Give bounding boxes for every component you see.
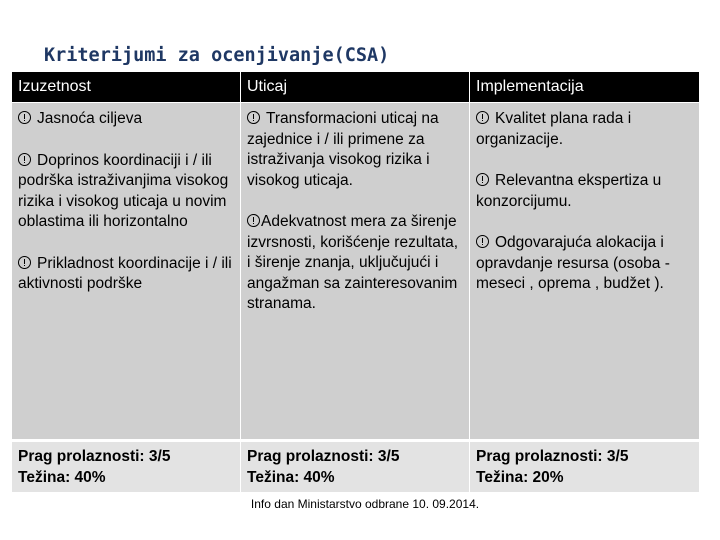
column-header-uticaj: Uticaj: [241, 72, 470, 102]
threshold-cell-uticaj: [241, 439, 470, 492]
threshold-text: Prag prolaznosti: 3/5: [476, 448, 629, 465]
criterion-text: Transformacioni uticaj na zajednice i / ili primene za istraživanja visokog rizika i visokog uticaja.: [247, 110, 439, 189]
criterion-item: [476, 233, 693, 295]
uticaj-cell: [241, 102, 470, 439]
criterion-item: [18, 254, 234, 295]
criterion-text: Doprinos koordinaciji i / ili podrška istraživanjima visokog rizika i visokog uticaja u novim oblastima ili horizontalno: [18, 151, 229, 230]
criterion-text: Prikladnost koordinacije i / ili aktivnosti podrške: [18, 254, 232, 292]
threshold-text: Prag prolaznosti: 3/5: [18, 448, 171, 465]
exclamation-circle-icon: [18, 111, 31, 124]
threshold-row: [12, 439, 699, 492]
exclamation-circle-icon: [18, 256, 31, 269]
weight-text: Težina: 40%: [247, 469, 335, 486]
exclamation-circle-icon: [476, 235, 489, 248]
implementacija-cell: [470, 102, 699, 439]
weight-text: Težina: 40%: [18, 469, 106, 486]
threshold-cell-izuzetnost: [12, 439, 241, 492]
criterion-text: Kvalitet plana rada i organizacije.: [476, 110, 632, 148]
exclamation-circle-icon: [18, 153, 31, 166]
exclamation-circle-icon: [476, 173, 489, 186]
criteria-table: [12, 72, 699, 492]
criterion-text: Jasnoća ciljeva: [37, 110, 143, 127]
criterion-item: [18, 151, 234, 233]
threshold-cell-implementacija: [470, 439, 699, 492]
column-header-izuzetnost: Izuzetnost: [12, 72, 241, 102]
izuzetnost-cell: [12, 102, 241, 439]
criterion-text: Odgovarajuća alokacija i opravdanje resursa (osoba - meseci , oprema , budžet ).: [476, 234, 670, 292]
criterion-item: [247, 109, 463, 191]
criterion-text: Relevantna ekspertiza u konzorcijumu.: [476, 172, 662, 210]
exclamation-circle-icon: [476, 111, 489, 124]
criteria-row: [12, 102, 699, 439]
threshold-text: Prag prolaznosti: 3/5: [247, 448, 400, 465]
criterion-item: [476, 109, 693, 150]
criterion-item: [247, 212, 463, 315]
slide-title: Kriterijumi za ocenjivanje(CSA): [44, 45, 390, 66]
exclamation-circle-icon: [247, 214, 260, 227]
table-header-row: [12, 72, 699, 102]
criterion-text: Adekvatnost mera za širenje izvrsnosti, korišćenje rezultata, i širenje znanja, uključujući i angažman sa zainteresovanim stranama.: [247, 213, 459, 312]
criterion-item: [18, 109, 234, 130]
weight-text: Težina: 20%: [476, 469, 564, 486]
slide-footnote: Info dan Ministarstvo odbrane 10. 09.2014.: [250, 497, 480, 511]
column-header-implementacija: Implementacija: [470, 72, 699, 102]
criterion-item: [476, 171, 693, 212]
exclamation-circle-icon: [247, 111, 260, 124]
